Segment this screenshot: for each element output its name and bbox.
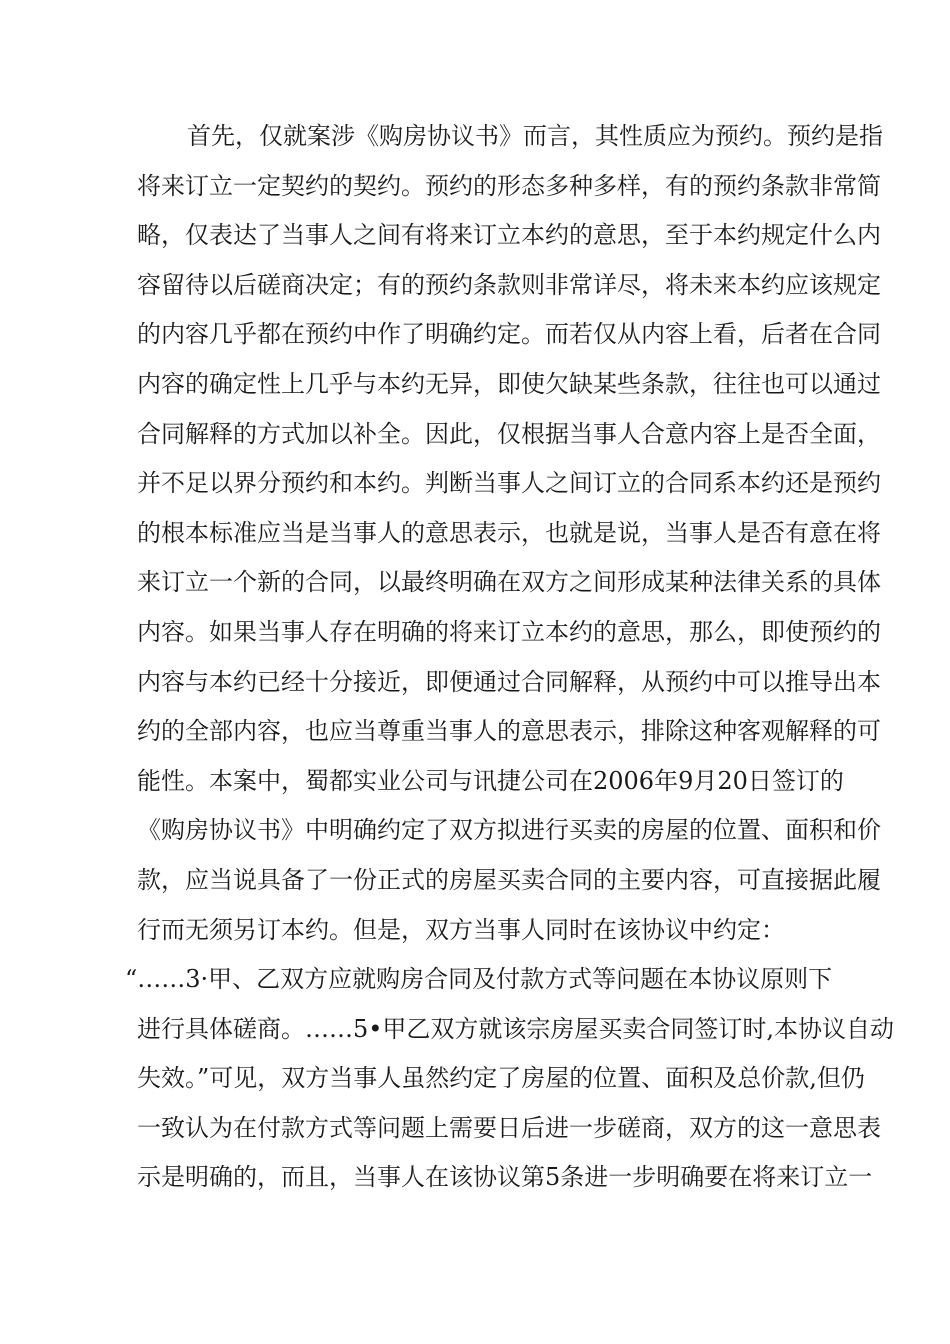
paragraph-line: 容留待以后磋商决定；有的预约条款则非常详尽，将未来本约应该规定	[137, 270, 881, 299]
paragraph-line: 款，应当说具备了一份正式的房屋买卖合同的主要内容，可直接据此履	[137, 865, 881, 894]
paragraph-line: 一致认为在付款方式等问题上需要日后进一步磋商，双方的这一意思表	[137, 1113, 881, 1142]
paragraph-line: 《购房协议书》中明确约定了双方拟进行买卖的房屋的位置、面积和价	[137, 816, 881, 845]
paragraph-line: 约的全部内容，也应当尊重当事人的意思表示，排除这种客观解释的可	[137, 717, 881, 746]
paragraph-line: 行而无须另订本约。但是，双方当事人同时在该协议中约定：	[137, 915, 785, 944]
paragraph-line: 并不足以界分预约和本约。判断当事人之间订立的合同系本约还是预约	[137, 469, 881, 498]
paragraph-line: 的内容几乎都在预约中作了明确约定。而若仅从内容上看，后者在合同	[137, 320, 881, 349]
quotation-line: “……3·甲、乙双方应就购房合同及付款方式等问题在本协议原则下	[125, 965, 833, 994]
paragraph-line: 合同解释的方式加以补全。因此，仅根据当事人合意内容上是否全面，	[137, 419, 881, 448]
paragraph-line: 示是明确的，而且，当事人在该协议第5条进一步明确要在将来订立一	[137, 1163, 873, 1192]
paragraph-line: 内容。如果当事人存在明确的将来订立本约的意思，那么，即使预约的	[137, 617, 881, 646]
paragraph-line: 来订立一个新的合同，以最终明确在双方之间形成某种法律关系的具体	[137, 568, 881, 597]
paragraph-line: 内容的确定性上几乎与本约无异，即使欠缺某些条款，往往也可以通过	[137, 369, 881, 398]
paragraph-line: 将来订立一定契约的契约。预约的形态多种多样，有的预约条款非常简	[137, 171, 881, 200]
body-text	[125, 112, 897, 1203]
paragraph-line: 略，仅表达了当事人之间有将来订立本约的意思，至于本约规定什么内	[137, 221, 881, 250]
paragraph-line: 失效。”可见，双方当事人虽然约定了房屋的位置、面积及总价款,但仍	[137, 1064, 865, 1093]
paragraph-line: 首先，仅就案涉《购房协议书》而言，其性质应为预约。预约是指	[187, 122, 883, 150]
quotation-line: 进行具体磋商。……5•甲乙双方就该宗房屋买卖合同签订时,本协议自动	[137, 1014, 895, 1043]
paragraph-line: 的根本标准应当是当事人的意思表示，也就是说，当事人是否有意在将	[137, 518, 881, 547]
paragraph-line: 内容与本约已经十分接近，即便通过合同解释，从预约中可以推导出本	[137, 667, 881, 696]
paragraph-line: 能性。本案中，蜀都实业公司与讯捷公司在2006年9月20日签订的	[137, 766, 844, 795]
